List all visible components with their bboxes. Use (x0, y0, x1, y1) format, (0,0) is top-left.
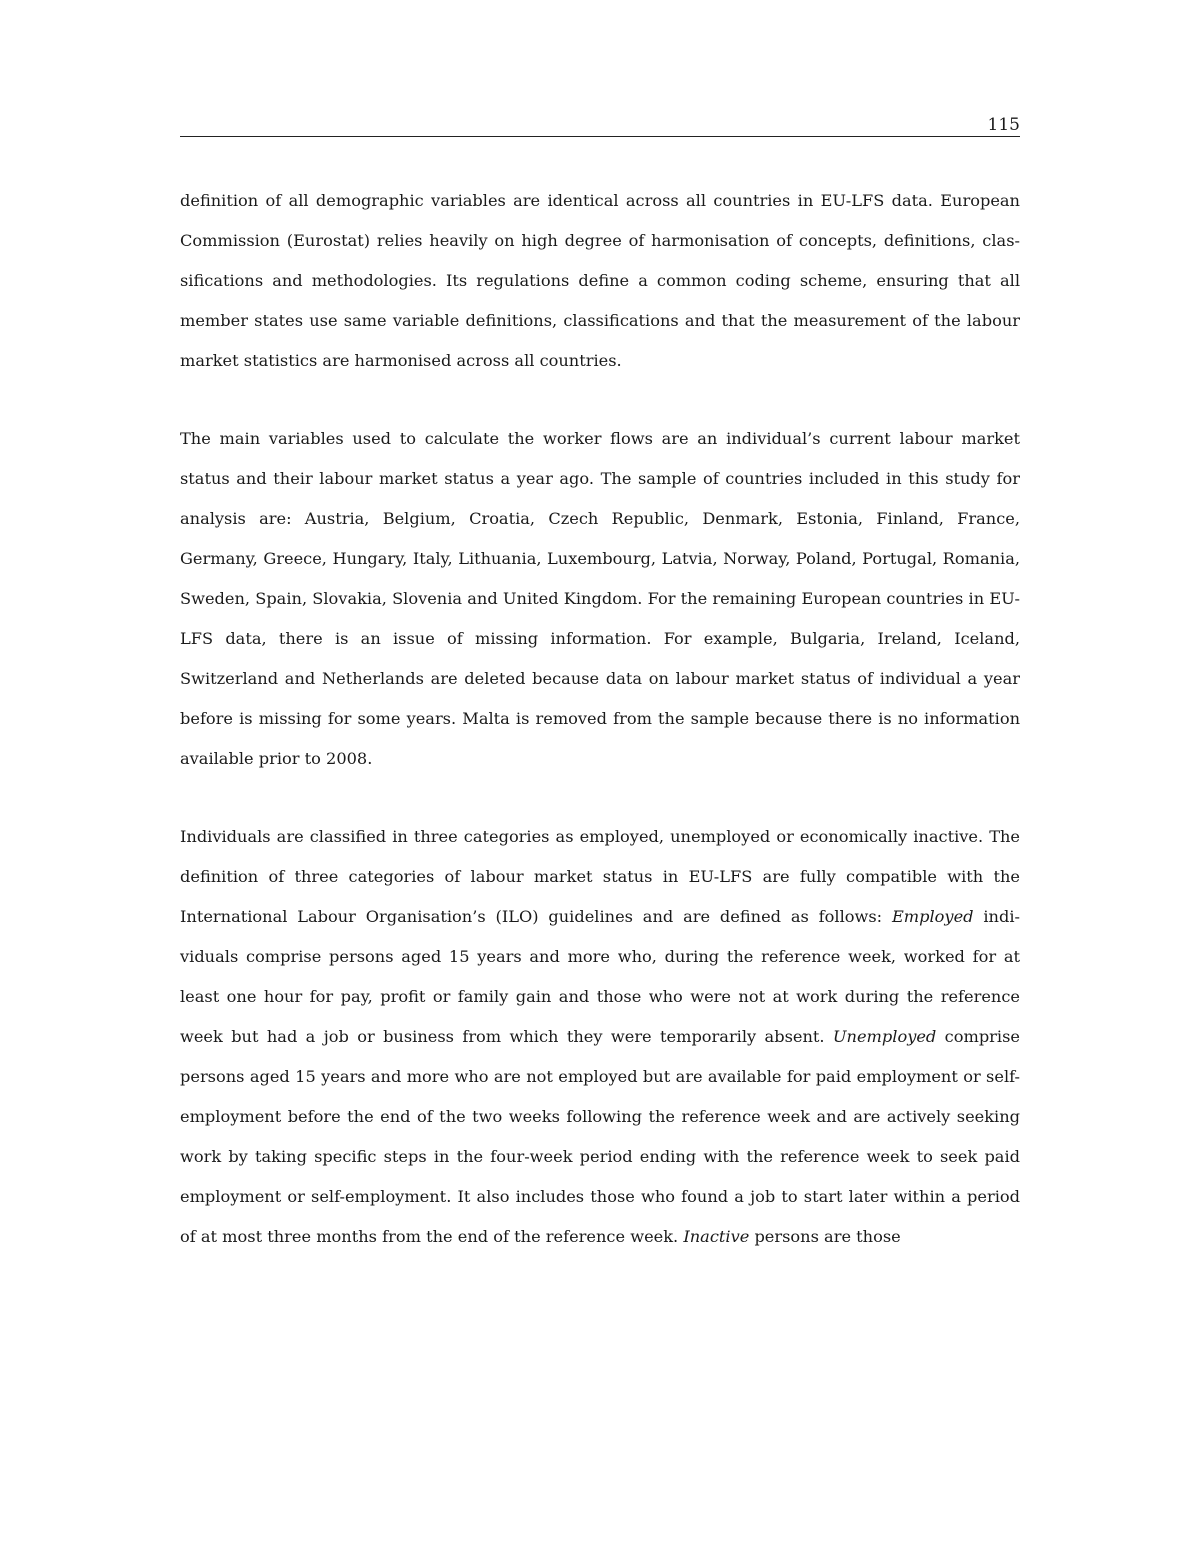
paragraph-sample-countries: The main variables used to calculate the worker flows are an individual’s current labour market status and their labour market status a year ago. The sample of countries included in this study for analysis are: Austria, Belgium, Croatia, Czech Republic, Denmark, Estonia, Finland, France, Germany, Greece, Hungary, Italy, Lithuania, Luxembourg, Latvia, Norway, Poland, Portugal, Romania, Sweden, Spain, Slovakia, Slovenia and United Kingdom. For the remaining European countries in EU-LFS data, there is an issue of missing information. For example, Bulgaria, Ireland, Iceland, Switzerland and Netherlands are deleted because data on labour market status of individual a year before is missing for some years. Malta is removed from the sample because there is no information available prior to 2008. (180, 429, 1020, 768)
page-number: 115 (987, 115, 1020, 135)
term-unemployed: Unemployed (832, 1027, 937, 1046)
definitions-text-2: individuals comprise persons aged 15 years and more who, during the reference week, worked for at least one hour for pay, profit or family gain and those who were not at work during the reference week but had a job or business from which they were temporarily absent. (180, 907, 1020, 1046)
paragraph-harmonisation: definition of all demographic variables are identical across all countries in EU-LFS data. European Commission (Eurostat) relies heavily on high degree of harmonisation of concepts, definitions, classifications and methodologies. Its regulations define a common coding scheme, ensuring that all member states use same variable definitions, classifications and that the measurement of the labour market statistics are harmonised across all countries. (180, 191, 1020, 370)
header-rule (180, 136, 1020, 137)
term-inactive: Inactive (683, 1227, 750, 1246)
body-text (180, 181, 1020, 1257)
definitions-text-1: Individuals are classified in three categories as employed, unemployed or economically inactive. The definition of three categories of labour market status in EU-LFS are fully compatible with the International Labour Organisation’s (ILO) guidelines and are defined as follows: (180, 827, 1020, 926)
term-employed: Employed (891, 907, 974, 926)
paragraph-labour-status-definitions (180, 817, 1020, 1257)
definitions-text-3: comprise persons aged 15 years and more who are not employed but are available for paid employment or self-employment before the end of the two weeks following the reference week and are actively seeking work by taking specific steps in the four-week period ending with the reference week to seek paid employment or self-employment. It also includes those who found a job to start later within a period of at most three months from the end of the reference week. (180, 1027, 1020, 1246)
definitions-text-4: persons are those (749, 1227, 901, 1246)
